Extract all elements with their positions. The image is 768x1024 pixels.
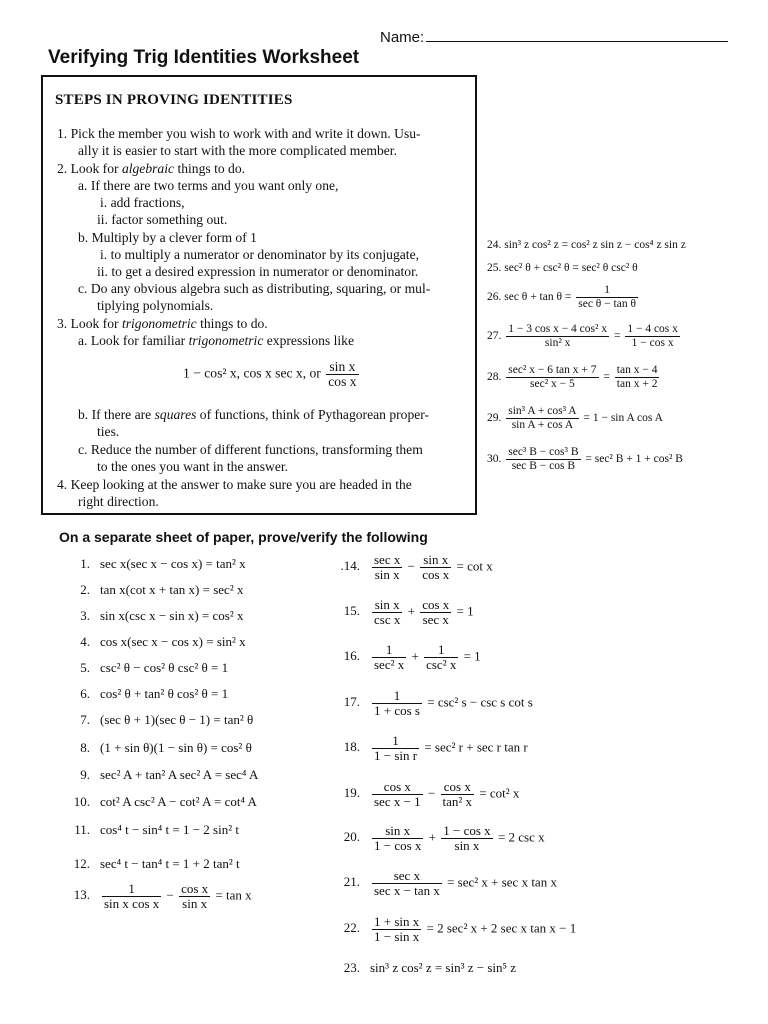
problem-number: 28. xyxy=(487,371,502,384)
problem-number: 18. xyxy=(343,739,360,755)
fraction-numerator: sin x xyxy=(423,552,449,567)
fraction-numerator: 1 xyxy=(604,284,610,296)
problem-fraction xyxy=(372,780,423,809)
problem-rhs: = 1 xyxy=(463,648,481,664)
problem-number: 1. xyxy=(80,556,90,571)
step-line: ii. factor something out. xyxy=(97,212,228,227)
problem-number: 21. xyxy=(343,874,360,890)
fraction-numerator: sin x xyxy=(385,823,411,838)
problem-fraction xyxy=(372,734,419,763)
problem-15 xyxy=(332,598,474,627)
step-line: b. Multiply by a clever form of 1 xyxy=(78,230,257,245)
problem-rhs: = sec² x + sec x tan x xyxy=(447,874,557,890)
steps-box xyxy=(41,75,477,515)
fraction-denominator: sin x cos x xyxy=(104,896,160,911)
problem-text: sin x(csc x − sin x) = cos² x xyxy=(100,608,244,623)
problem-number: 11. xyxy=(74,822,90,837)
problem-fraction xyxy=(372,643,406,672)
problem-lhs: sec θ + tan θ = xyxy=(504,291,572,304)
problem-fraction xyxy=(424,643,458,672)
fraction-denominator: 1 − cos x xyxy=(625,336,680,350)
problem-27 xyxy=(487,323,682,350)
fraction-denominator: csc² x xyxy=(426,657,457,672)
problem-rhs: = 1 xyxy=(456,603,474,619)
problem-text: cot² A csc² A − cot² A = cot⁴ A xyxy=(100,794,257,809)
fraction-numerator: 1 + sin x xyxy=(374,914,420,929)
problem-fraction xyxy=(102,882,161,911)
problem-number: 13. xyxy=(73,887,90,903)
problem-rhs: = tan x xyxy=(215,887,252,903)
problem-fraction xyxy=(576,284,638,311)
problem-number: 2. xyxy=(80,582,90,597)
problem-25 xyxy=(487,261,638,275)
fraction-numerator: sec² x − 6 tan x + 7 xyxy=(508,364,597,376)
fraction-denominator: 1 − sin x xyxy=(374,929,420,944)
problem-23 xyxy=(332,960,516,975)
problem-number: 4. xyxy=(80,634,90,649)
problem-number: 6. xyxy=(80,686,90,701)
problem-4 xyxy=(60,634,246,649)
problem-number: 3. xyxy=(80,608,90,623)
problem-fraction xyxy=(420,598,451,627)
problem-28 xyxy=(487,364,661,391)
problem-fraction xyxy=(625,323,680,350)
step-line: 1. Pick the member you wish to work with and write it down. Usu- xyxy=(57,126,421,141)
problem-9 xyxy=(60,767,258,782)
fraction-numerator: cos x xyxy=(443,779,471,794)
fraction-numerator: 1 xyxy=(393,688,401,703)
step-line: ii. to get a desired expression in numerator or denominator. xyxy=(97,264,419,279)
fraction-denominator: sec x − tan x xyxy=(374,883,440,898)
problem-text: sec x(sec x − cos x) = tan² x xyxy=(100,556,246,571)
problem-text: (1 + sin θ)(1 − sin θ) = cos² θ xyxy=(100,740,252,755)
problem-24 xyxy=(487,238,686,252)
problem-number: 15. xyxy=(343,603,360,619)
problem-21 xyxy=(332,869,557,898)
fraction-numerator: sec x xyxy=(393,868,421,883)
equals-sign: = xyxy=(603,371,610,384)
problem-number: 9. xyxy=(80,767,90,782)
fraction-numerator: sin x xyxy=(329,359,356,374)
problem-fraction xyxy=(420,553,451,582)
problem-29 xyxy=(487,405,663,432)
steps-heading: STEPS IN PROVING IDENTITIES xyxy=(55,92,293,108)
fraction-numerator: 1 − cos x xyxy=(443,823,491,838)
problem-rhs: = csc² s − csc s cot s xyxy=(427,694,533,710)
problem-number: 29. xyxy=(487,412,502,425)
problem-fraction xyxy=(441,780,475,809)
operator: − xyxy=(407,558,415,574)
step-line: ties. xyxy=(97,424,120,439)
problem-19 xyxy=(332,780,519,809)
fraction-denominator: 1 + cos s xyxy=(374,703,420,718)
problem-6 xyxy=(60,686,228,701)
name-field xyxy=(380,28,728,46)
fraction-numerator: sec³ B − cos³ B xyxy=(508,446,579,458)
step-line: i. add fractions, xyxy=(100,195,185,210)
fraction-numerator: 1 xyxy=(128,881,135,896)
problem-number: 16. xyxy=(343,648,360,664)
problem-20 xyxy=(332,824,545,853)
problem-number: 24. xyxy=(487,239,502,251)
example-expressions xyxy=(183,360,361,389)
fraction-denominator: sec B − cos B xyxy=(506,459,580,473)
step-line: a. Look for familiar trigonometric expressions like xyxy=(78,333,354,348)
problem-rhs: = 1 − sin A cos A xyxy=(583,412,663,425)
problem-12 xyxy=(60,856,240,871)
problem-26 xyxy=(487,284,640,311)
problem-number: 30. xyxy=(487,453,502,466)
problem-number: 17. xyxy=(343,694,360,710)
fraction-denominator: sin² x xyxy=(506,336,609,350)
step-line: 3. Look for trigonometric things to do. xyxy=(57,316,268,331)
step-line: i. to multiply a numerator or denominator by its conjugate, xyxy=(100,247,420,262)
operator: − xyxy=(166,887,174,903)
operator: + xyxy=(411,648,419,664)
problem-fraction xyxy=(615,364,660,391)
operator: + xyxy=(428,829,437,845)
operator: + xyxy=(407,603,415,619)
problem-11 xyxy=(60,822,239,837)
problem-text: cos⁴ t − sin⁴ t = 1 − 2 sin² t xyxy=(100,822,239,837)
problem-22 xyxy=(332,915,576,944)
problem-number: 20. xyxy=(343,829,360,845)
fraction-denominator: tan x + 2 xyxy=(616,378,658,390)
problem-text: cos x(sec x − cos x) = sin² x xyxy=(100,634,246,649)
problem-number: 25. xyxy=(487,262,502,274)
fraction-denominator: sec² x xyxy=(374,657,405,672)
fraction-denominator: tan² x xyxy=(442,794,473,809)
problem-fraction xyxy=(372,689,422,718)
example-expression-text: 1 − cos² x, cos x sec x, or xyxy=(183,365,321,381)
problem-number: 10. xyxy=(73,794,90,809)
problem-text: tan x(cot x + tan x) = sec² x xyxy=(100,582,244,597)
problem-fraction xyxy=(506,364,598,391)
problem-number: 22. xyxy=(343,920,360,936)
problem-fraction xyxy=(372,598,402,627)
problem-number: 19. xyxy=(343,785,360,801)
step-line: tiplying polynomials. xyxy=(97,298,214,313)
step-line: right direction. xyxy=(78,494,159,509)
fraction-numerator: 1 − 3 cos x − 4 cos² x xyxy=(508,323,608,335)
problem-text: (sec θ + 1)(sec θ − 1) = tan² θ xyxy=(100,712,254,727)
step-line: c. Do any obvious algebra such as distributing, squaring, or mul- xyxy=(78,281,431,296)
problem-fraction xyxy=(179,882,210,911)
problem-rhs: = cot x xyxy=(456,558,493,574)
problem-fraction xyxy=(372,824,423,853)
name-label: Name: xyxy=(380,29,425,46)
problem-18 xyxy=(332,734,528,763)
problem-fraction xyxy=(506,405,578,432)
fraction-numerator: 1 xyxy=(385,642,393,657)
problem-rhs: = cot² x xyxy=(479,785,520,801)
fraction-denominator: sec x − 1 xyxy=(374,794,421,809)
problem-number: 8. xyxy=(80,740,90,755)
fraction-numerator: cos x xyxy=(181,881,209,896)
problem-fraction xyxy=(506,323,609,350)
problem-text: sec² θ + csc² θ = sec² θ csc² θ xyxy=(504,262,638,274)
step-line: a. If there are two terms and you want only one, xyxy=(78,178,339,193)
fraction-denominator: cos x xyxy=(328,374,357,389)
problem-7 xyxy=(60,712,253,727)
fraction-numerator: cos x xyxy=(383,779,411,794)
fraction-denominator: sin A + cos A xyxy=(506,418,578,432)
fraction-denominator: sin x xyxy=(372,567,402,582)
problem-17 xyxy=(332,689,533,718)
fraction-numerator: 1 − 4 cos x xyxy=(627,323,678,335)
problem-rhs: = 2 csc x xyxy=(497,829,545,845)
problem-text: csc² θ − cos² θ csc² θ = 1 xyxy=(100,660,229,675)
problem-text: sec² A + tan² A sec² A = sec⁴ A xyxy=(100,767,259,782)
fraction-numerator: sin x xyxy=(374,597,400,612)
problem-fraction xyxy=(441,824,492,853)
problem-text: sec⁴ t − tan⁴ t = 1 + 2 tan² t xyxy=(100,856,240,871)
step-line: ally it is easier to start with the more complicated member. xyxy=(78,143,397,158)
problem-number: 26. xyxy=(487,291,502,304)
problem-fraction xyxy=(372,869,442,898)
fraction-denominator: sin x xyxy=(441,838,492,853)
instruction-text: On a separate sheet of paper, prove/verify the following xyxy=(59,529,428,545)
step-line: 4. Keep looking at the answer to make sure you are headed in the xyxy=(57,477,412,492)
problem-fraction xyxy=(372,553,402,582)
fraction-numerator: sec x xyxy=(374,552,401,567)
problem-fraction xyxy=(372,915,421,944)
fraction-numerator: cos x xyxy=(422,597,450,612)
fraction-denominator: sec x xyxy=(420,612,451,627)
fraction-numerator: 1 xyxy=(437,642,445,657)
problem-number: 23. xyxy=(343,960,360,975)
fraction-denominator: sin x xyxy=(179,896,210,911)
problem-number: 12. xyxy=(73,856,90,871)
problem-rhs: = 2 sec² x + 2 sec x tan x − 1 xyxy=(426,920,577,936)
problem-1 xyxy=(60,556,246,571)
fraction-denominator: 1 − cos x xyxy=(374,838,422,853)
problem-rhs: = sec² B + 1 + cos² B xyxy=(585,453,683,466)
fraction-denominator: sec² x − 5 xyxy=(506,377,598,391)
fraction-numerator: 1 xyxy=(392,733,399,748)
problem-number: .14. xyxy=(340,558,360,574)
problem-5 xyxy=(60,660,228,675)
problem-number: 27. xyxy=(487,330,502,343)
problem-30 xyxy=(487,446,683,473)
name-blank-line xyxy=(426,28,728,42)
problem-3 xyxy=(60,608,244,623)
problem-8 xyxy=(60,740,252,755)
problem-2 xyxy=(60,582,243,597)
step-line: to the ones you want in the answer. xyxy=(97,459,289,474)
fraction-numerator: sin³ A + cos³ A xyxy=(508,405,577,417)
problem-text: sin³ z cos² z = cos² z sin z − cos⁴ z sin z xyxy=(504,239,686,251)
problem-text: sin³ z cos² z = sin³ z − sin⁵ z xyxy=(370,960,517,975)
equals-sign: = xyxy=(613,330,621,343)
example-fraction xyxy=(326,360,358,389)
problem-13 xyxy=(60,882,252,911)
fraction-denominator: csc x xyxy=(374,612,401,627)
operator: − xyxy=(427,785,436,801)
problem-10 xyxy=(60,794,257,809)
problem-fraction xyxy=(506,446,580,473)
problem-text: cos² θ + tan² θ cos² θ = 1 xyxy=(100,686,229,701)
step-line: c. Reduce the number of different functions, transforming them xyxy=(78,442,423,457)
fraction-denominator: 1 − sin r xyxy=(374,748,418,763)
problem-14 xyxy=(332,553,493,582)
problem-16 xyxy=(332,643,481,672)
step-line: 2. Look for algebraic things to do. xyxy=(57,161,246,176)
problem-number: 7. xyxy=(80,712,90,727)
fraction-denominator: sec θ − tan θ xyxy=(578,298,636,310)
fraction-numerator: tan x − 4 xyxy=(616,364,658,376)
problem-rhs: = sec² r + sec r tan r xyxy=(424,739,528,755)
worksheet-title: Verifying Trig Identities Worksheet xyxy=(48,47,360,68)
step-line: b. If there are squares of functions, think of Pythagorean proper- xyxy=(78,407,430,422)
problem-number: 5. xyxy=(80,660,90,675)
fraction-denominator: cos x xyxy=(422,567,450,582)
